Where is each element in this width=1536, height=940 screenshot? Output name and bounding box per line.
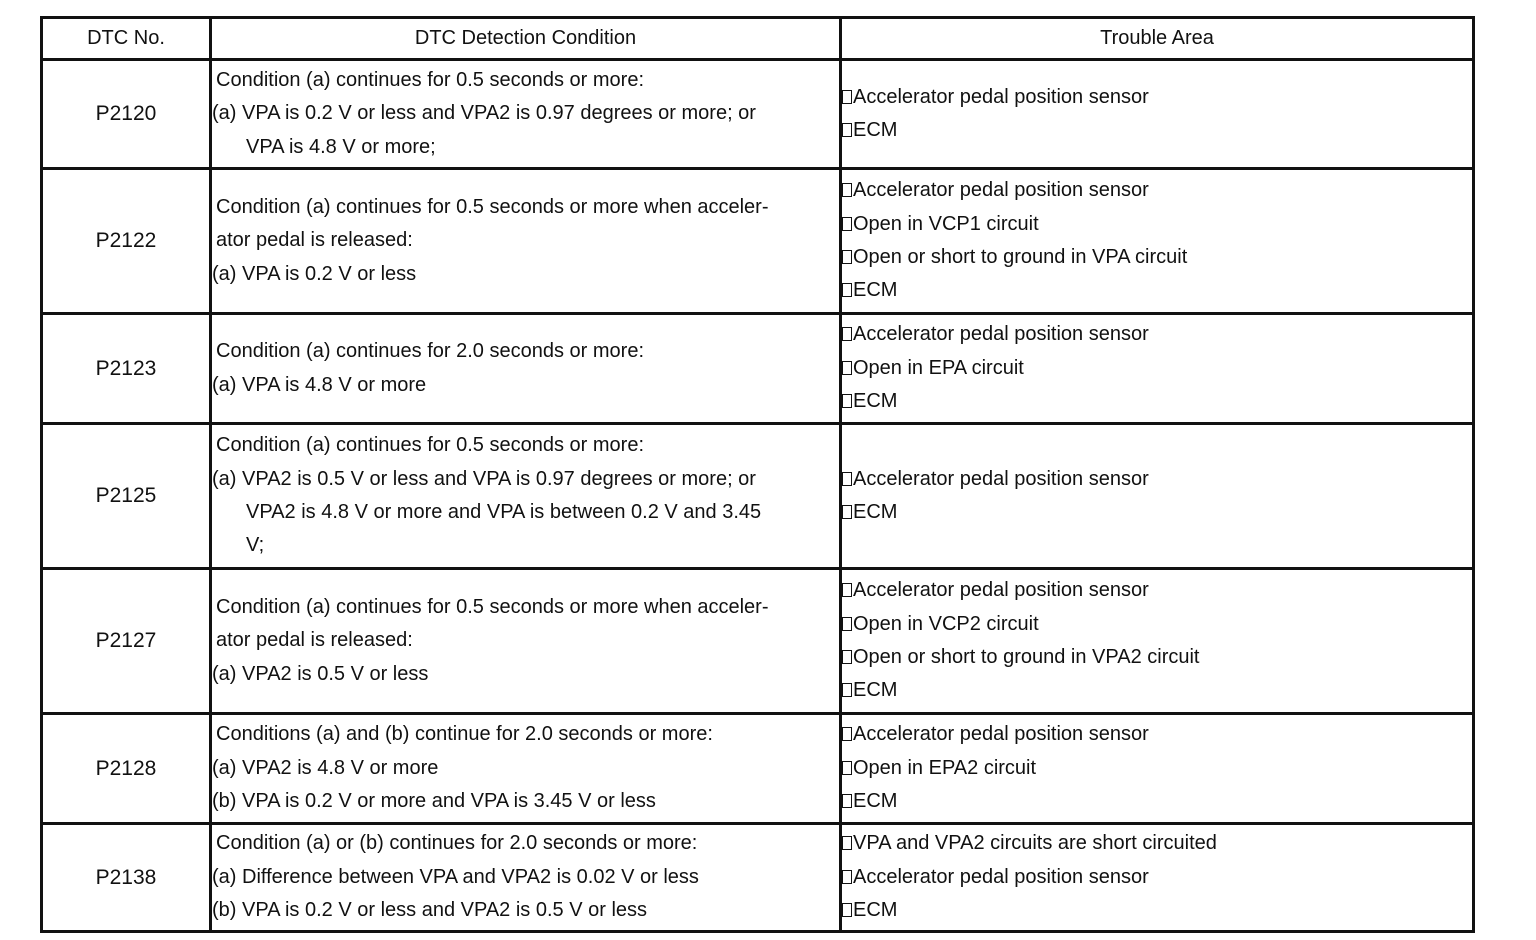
checkbox-icon: [842, 870, 852, 884]
condition-line: Conditions (a) and (b) continue for 2.0 seconds or more:: [216, 723, 713, 746]
condition-line: VPA2 is 4.8 V or more and VPA is between 0.2 V and 3.45: [246, 501, 762, 523]
checkbox-icon: [842, 583, 852, 597]
table-row: [42, 424, 1474, 569]
trouble-area-item: [842, 318, 1472, 351]
trouble-area-item: [842, 641, 1472, 674]
trouble-area-label: Open or short to ground in VPA2 circuit: [853, 646, 1200, 668]
detection-condition: [211, 714, 841, 824]
condition-line: VPA is 4.8 V or more;: [246, 135, 436, 158]
checkbox-icon: [842, 183, 852, 197]
checkbox-icon: [842, 683, 852, 697]
checkbox-icon: [842, 283, 852, 297]
detection-condition: [211, 169, 841, 314]
trouble-area-label: Open in VCP2 circuit: [853, 612, 1039, 635]
condition-line: Condition (a) continues for 0.5 seconds or more when acceler-: [216, 195, 769, 218]
trouble-area-item: [842, 718, 1472, 751]
trouble-area: [841, 424, 1474, 569]
checkbox-icon: [842, 217, 852, 231]
condition-line: Condition (a) or (b) continues for 2.0 seconds or more:: [216, 832, 698, 855]
checkbox-icon: [842, 327, 852, 341]
trouble-area-item: [842, 208, 1472, 241]
dtc-code: P2120: [42, 60, 211, 169]
trouble-area-item: [842, 463, 1472, 496]
trouble-area-label: ECM: [853, 899, 898, 922]
dtc-code: P2138: [42, 824, 211, 932]
trouble-area-item: [842, 114, 1472, 147]
condition-line: ator pedal is released:: [216, 229, 413, 252]
trouble-area-item: [842, 861, 1472, 894]
detection-condition: [211, 314, 841, 424]
trouble-area-label: ECM: [853, 390, 898, 413]
detection-condition: [211, 424, 841, 569]
condition-line: (b) VPA is 0.2 V or more and VPA is 3.45 V or less: [212, 790, 656, 813]
checkbox-icon: [842, 250, 852, 264]
condition-line: Condition (a) continues for 2.0 seconds or more:: [216, 340, 644, 363]
checkbox-icon: [842, 794, 852, 808]
trouble-area-item: [842, 894, 1472, 927]
trouble-area-item: [842, 785, 1472, 818]
trouble-area-label: Open in EPA2 circuit: [853, 756, 1037, 779]
checkbox-icon: [842, 505, 852, 519]
trouble-area-label: Accelerator pedal position sensor: [853, 723, 1149, 746]
trouble-area-item: [842, 241, 1472, 274]
checkbox-icon: [842, 90, 852, 104]
header-row: [42, 18, 1474, 60]
condition-line: (a) Difference between VPA and VPA2 is 0.02 V or less: [212, 865, 699, 888]
trouble-area-item: [842, 608, 1472, 641]
trouble-area-item: [842, 574, 1472, 607]
trouble-area: [841, 60, 1474, 169]
condition-line: Condition (a) continues for 0.5 seconds or more:: [216, 68, 644, 91]
condition-line: (a) VPA2 is 0.5 V or less and VPA is 0.97 degrees or more; or: [212, 467, 756, 490]
trouble-area-label: Accelerator pedal position sensor: [853, 323, 1149, 346]
dtc-table: [40, 16, 1475, 933]
trouble-area-item: [842, 496, 1472, 529]
table-row: [42, 714, 1474, 824]
trouble-area: [841, 714, 1474, 824]
trouble-area-label: ECM: [853, 501, 898, 523]
condition-line: V;: [246, 534, 265, 557]
trouble-area-label: Open in VCP1 circuit: [853, 212, 1039, 235]
checkbox-icon: [842, 123, 852, 137]
trouble-area-label: ECM: [853, 679, 898, 702]
trouble-area-item: [842, 674, 1472, 707]
condition-line: (a) VPA2 is 0.5 V or less: [212, 662, 429, 685]
trouble-area-item: [842, 81, 1472, 114]
table-row: [42, 60, 1474, 169]
checkbox-icon: [842, 903, 852, 917]
condition-line: Condition (a) continues for 0.5 seconds or more when acceler-: [216, 595, 769, 618]
trouble-area-label: ECM: [853, 279, 898, 302]
trouble-area: [841, 314, 1474, 424]
dtc-code: P2125: [42, 424, 211, 569]
table-row: [42, 314, 1474, 424]
trouble-area: [841, 569, 1474, 714]
dtc-code: P2122: [42, 169, 211, 314]
header-detection-condition: DTC Detection Condition: [211, 18, 841, 60]
table-row: [42, 824, 1474, 932]
trouble-area-item: [842, 385, 1472, 418]
trouble-area: [841, 169, 1474, 314]
trouble-area-label: Accelerator pedal position sensor: [853, 579, 1149, 602]
header-dtc-no: DTC No.: [42, 18, 211, 60]
checkbox-icon: [842, 650, 852, 664]
trouble-area-item: [842, 827, 1472, 860]
checkbox-icon: [842, 472, 852, 486]
trouble-area-item: [842, 352, 1472, 385]
trouble-area: [841, 824, 1474, 932]
trouble-area-item: [842, 174, 1472, 207]
detection-condition: [211, 569, 841, 714]
checkbox-icon: [842, 361, 852, 375]
trouble-area-label: VPA and VPA2 circuits are short circuited: [853, 832, 1217, 855]
condition-line: (a) VPA is 0.2 V or less: [212, 262, 417, 285]
checkbox-icon: [842, 836, 852, 850]
checkbox-icon: [842, 727, 852, 741]
trouble-area-label: ECM: [853, 119, 898, 141]
condition-line: Condition (a) continues for 0.5 seconds or more:: [216, 434, 644, 457]
trouble-area-label: Accelerator pedal position sensor: [853, 179, 1149, 202]
condition-line: (b) VPA is 0.2 V or less and VPA2 is 0.5 V or less: [212, 899, 648, 922]
header-trouble-area: Trouble Area: [841, 18, 1474, 60]
trouble-area-label: Open or short to ground in VPA circuit: [853, 246, 1188, 268]
dtc-code: P2127: [42, 569, 211, 714]
dtc-code: P2123: [42, 314, 211, 424]
checkbox-icon: [842, 394, 852, 408]
trouble-area-label: Open in EPA circuit: [853, 356, 1024, 379]
trouble-area-label: Accelerator pedal position sensor: [853, 467, 1149, 490]
detection-condition: [211, 824, 841, 932]
trouble-area-label: ECM: [853, 790, 898, 813]
table-row: [42, 569, 1474, 714]
condition-line: (a) VPA is 4.8 V or more: [212, 373, 427, 396]
checkbox-icon: [842, 761, 852, 775]
detection-condition: [211, 60, 841, 169]
checkbox-icon: [842, 617, 852, 631]
trouble-area-item: [842, 752, 1472, 785]
dtc-code: P2128: [42, 714, 211, 824]
trouble-area-label: Accelerator pedal position sensor: [853, 85, 1149, 108]
condition-line: ator pedal is released:: [216, 629, 413, 652]
trouble-area-item: [842, 274, 1472, 307]
trouble-area-label: Accelerator pedal position sensor: [853, 865, 1149, 888]
condition-line: (a) VPA2 is 4.8 V or more: [212, 756, 439, 779]
table-row: [42, 169, 1474, 314]
condition-line: (a) VPA is 0.2 V or less and VPA2 is 0.97 degrees or more; or: [212, 102, 756, 125]
